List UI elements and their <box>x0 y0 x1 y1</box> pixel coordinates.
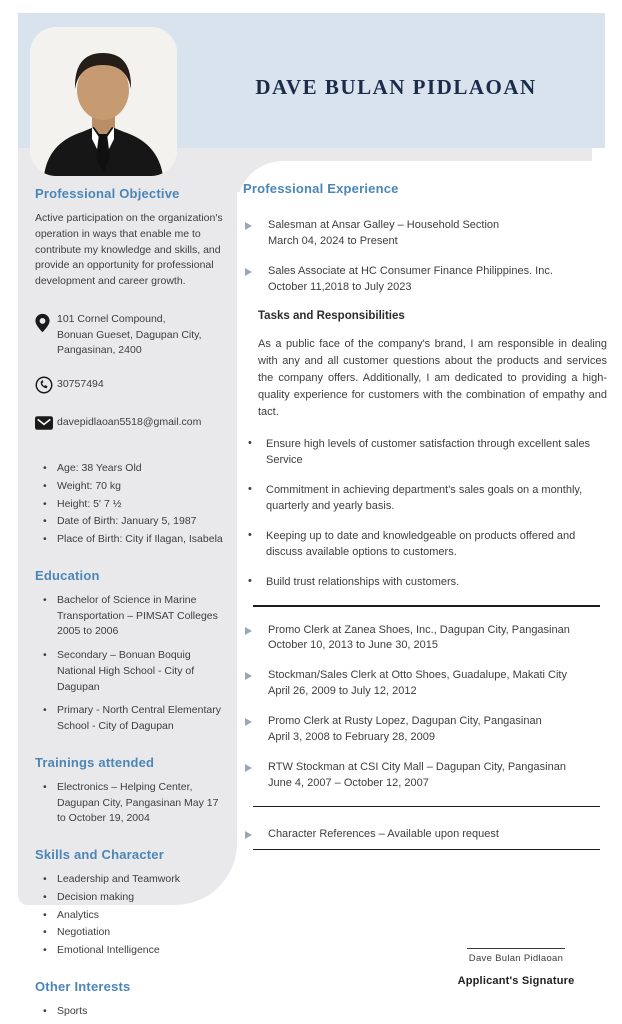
job-history-section <box>243 623 610 793</box>
phone-row <box>35 375 223 399</box>
job-entry <box>243 218 610 250</box>
job-title: Stockman/Sales Clerk at Otto Shoes, Guadalupe, Makati City <box>268 669 567 682</box>
list-item: • Place of Birth: City if Ilagan, Isabela <box>43 532 223 548</box>
job-entry <box>243 668 610 700</box>
section-divider <box>253 605 600 607</box>
sidebar <box>18 148 237 1022</box>
trainings-list <box>35 780 223 827</box>
address-line: Bonuan Gueset, Dagupan City, <box>57 328 202 341</box>
job-title: Promo Clerk at Zanea Shoes, Inc., Dagupan City, Pangasinan <box>268 623 570 636</box>
list-item: • Height: 5' 7 ½ <box>43 497 223 513</box>
references-text: Character References – Available upon request <box>268 828 499 841</box>
job-date: October 10, 2013 to June 30, 2015 <box>268 639 439 652</box>
arrow-bullet-icon <box>245 831 264 839</box>
list-item: • Secondary – Bonuan Boquig National High School - City of Dagupan <box>43 648 223 695</box>
job-title: Sales Associate at HC Consumer Finance Philippines. Inc. <box>268 264 553 277</box>
job-date: March 04, 2024 to Present <box>268 234 398 247</box>
job-entry <box>243 714 610 746</box>
list-item: • Keeping up to date and knowledgeable on products offered and discuss available options to customers. <box>248 529 610 561</box>
list-item: • Weight: 70 kg <box>43 479 223 495</box>
list-item: • Negotiation <box>43 925 223 941</box>
interests-heading: Other Interests <box>35 978 131 994</box>
address-text <box>57 312 202 359</box>
main-content <box>237 161 622 987</box>
email-icon <box>35 415 57 435</box>
objective-text: Active participation on the organization's operation in ways that enable me to contribute my knowledge and skills, and provide an opportunity for professional development and career growth. <box>35 212 223 287</box>
job-entry <box>243 760 610 792</box>
list-item: • Build trust relationships with customers. <box>248 575 610 591</box>
interests-section <box>35 979 223 1020</box>
trainings-heading: Trainings attended <box>35 754 155 770</box>
job-date: June 4, 2007 – October 12, 2007 <box>268 777 429 790</box>
skills-heading: Skills and Character <box>35 847 164 862</box>
education-list <box>35 593 223 735</box>
job-date: April 3, 2008 to February 28, 2009 <box>268 731 435 744</box>
tasks-paragraph: As a public face of the company's brand, I am responsible in dealing with any and all customer questions about the products and services the company offers. Additionally, I am dedicated to providing a high-quality experience for customers with the combination of empathy and tact. <box>258 337 607 418</box>
arrow-bullet-icon <box>245 627 264 635</box>
interests-list <box>35 1004 223 1020</box>
objective-heading: Professional Objective <box>35 186 180 201</box>
arrow-bullet-icon <box>245 268 264 276</box>
job-date: October 11,2018 to July 2023 <box>268 280 412 293</box>
personal-details-list <box>35 461 223 548</box>
email-text: davepidlaoan5518@gmail.com <box>57 416 202 428</box>
arrow-bullet-icon <box>245 764 264 772</box>
references-entry <box>243 827 610 843</box>
list-item: • Bachelor of Science in Marine Transportation – PIMSAT Colleges 2005 to 2006 <box>43 593 223 640</box>
section-divider <box>253 806 600 807</box>
signature-label: Applicant's Signature <box>457 974 575 987</box>
address-line: Pangasinan, 2400 <box>57 344 142 357</box>
job-title: Salesman at Ansar Galley – Household Section <box>268 219 500 231</box>
education-section <box>35 568 223 735</box>
phone-text: 30757494 <box>57 378 104 390</box>
list-item: • Date of Birth: January 5, 1987 <box>43 514 223 530</box>
list-item: • Electronics – Helping Center, Dagupan City, Pangasinan May 17 to October 19, 2004 <box>43 780 223 827</box>
page-title: DAVE BULAN PIDLAOAN <box>255 75 537 99</box>
list-item: • Age: 38 Years Old <box>43 461 223 477</box>
signature-line <box>467 942 565 949</box>
signature-block <box>436 942 596 987</box>
skills-section <box>35 847 223 959</box>
list-item: • Ensure high levels of customer satisfaction through excellent sales Service <box>248 437 610 469</box>
list-item: • Emotional Intelligence <box>43 943 223 959</box>
job-date: April 26, 2009 to July 12, 2012 <box>268 685 417 698</box>
arrow-bullet-icon <box>245 672 264 680</box>
job-title: Promo Clerk at Rusty Lopez, Dagupan City, Pangasinan <box>268 715 542 728</box>
tasks-heading: Tasks and Responsibilities <box>258 309 405 322</box>
list-item: • Decision making <box>43 890 223 906</box>
list-item: • Sports <box>43 1004 223 1020</box>
skills-list <box>35 872 223 959</box>
job-title: RTW Stockman at CSI City Mall – Dagupan City, Pangasinan <box>268 761 566 774</box>
address-line: 101 Cornel Compound, <box>57 312 166 325</box>
list-item: • Analytics <box>43 908 223 924</box>
phone-icon <box>35 375 57 399</box>
list-item: • Commitment in achieving department's sales goals on a monthly, quarterly and yearly basis. <box>248 483 610 515</box>
location-pin-icon <box>35 312 57 338</box>
experience-heading: Professional Experience <box>243 181 399 196</box>
arrow-bullet-icon <box>245 718 264 726</box>
section-divider <box>253 849 600 850</box>
signature-name: Dave Bulan Pidlaoan <box>468 952 564 964</box>
tasks-bullet-list <box>243 437 610 591</box>
list-item: • Primary - North Central Elementary School - City of Dagupan <box>43 703 223 735</box>
job-entry <box>243 623 610 655</box>
education-heading: Education <box>35 567 100 583</box>
address-row <box>35 312 223 359</box>
arrow-bullet-icon <box>245 222 264 230</box>
email-row <box>35 415 223 435</box>
list-item: • Leadership and Teamwork <box>43 872 223 888</box>
job-entry <box>243 264 610 296</box>
trainings-section <box>35 755 223 827</box>
